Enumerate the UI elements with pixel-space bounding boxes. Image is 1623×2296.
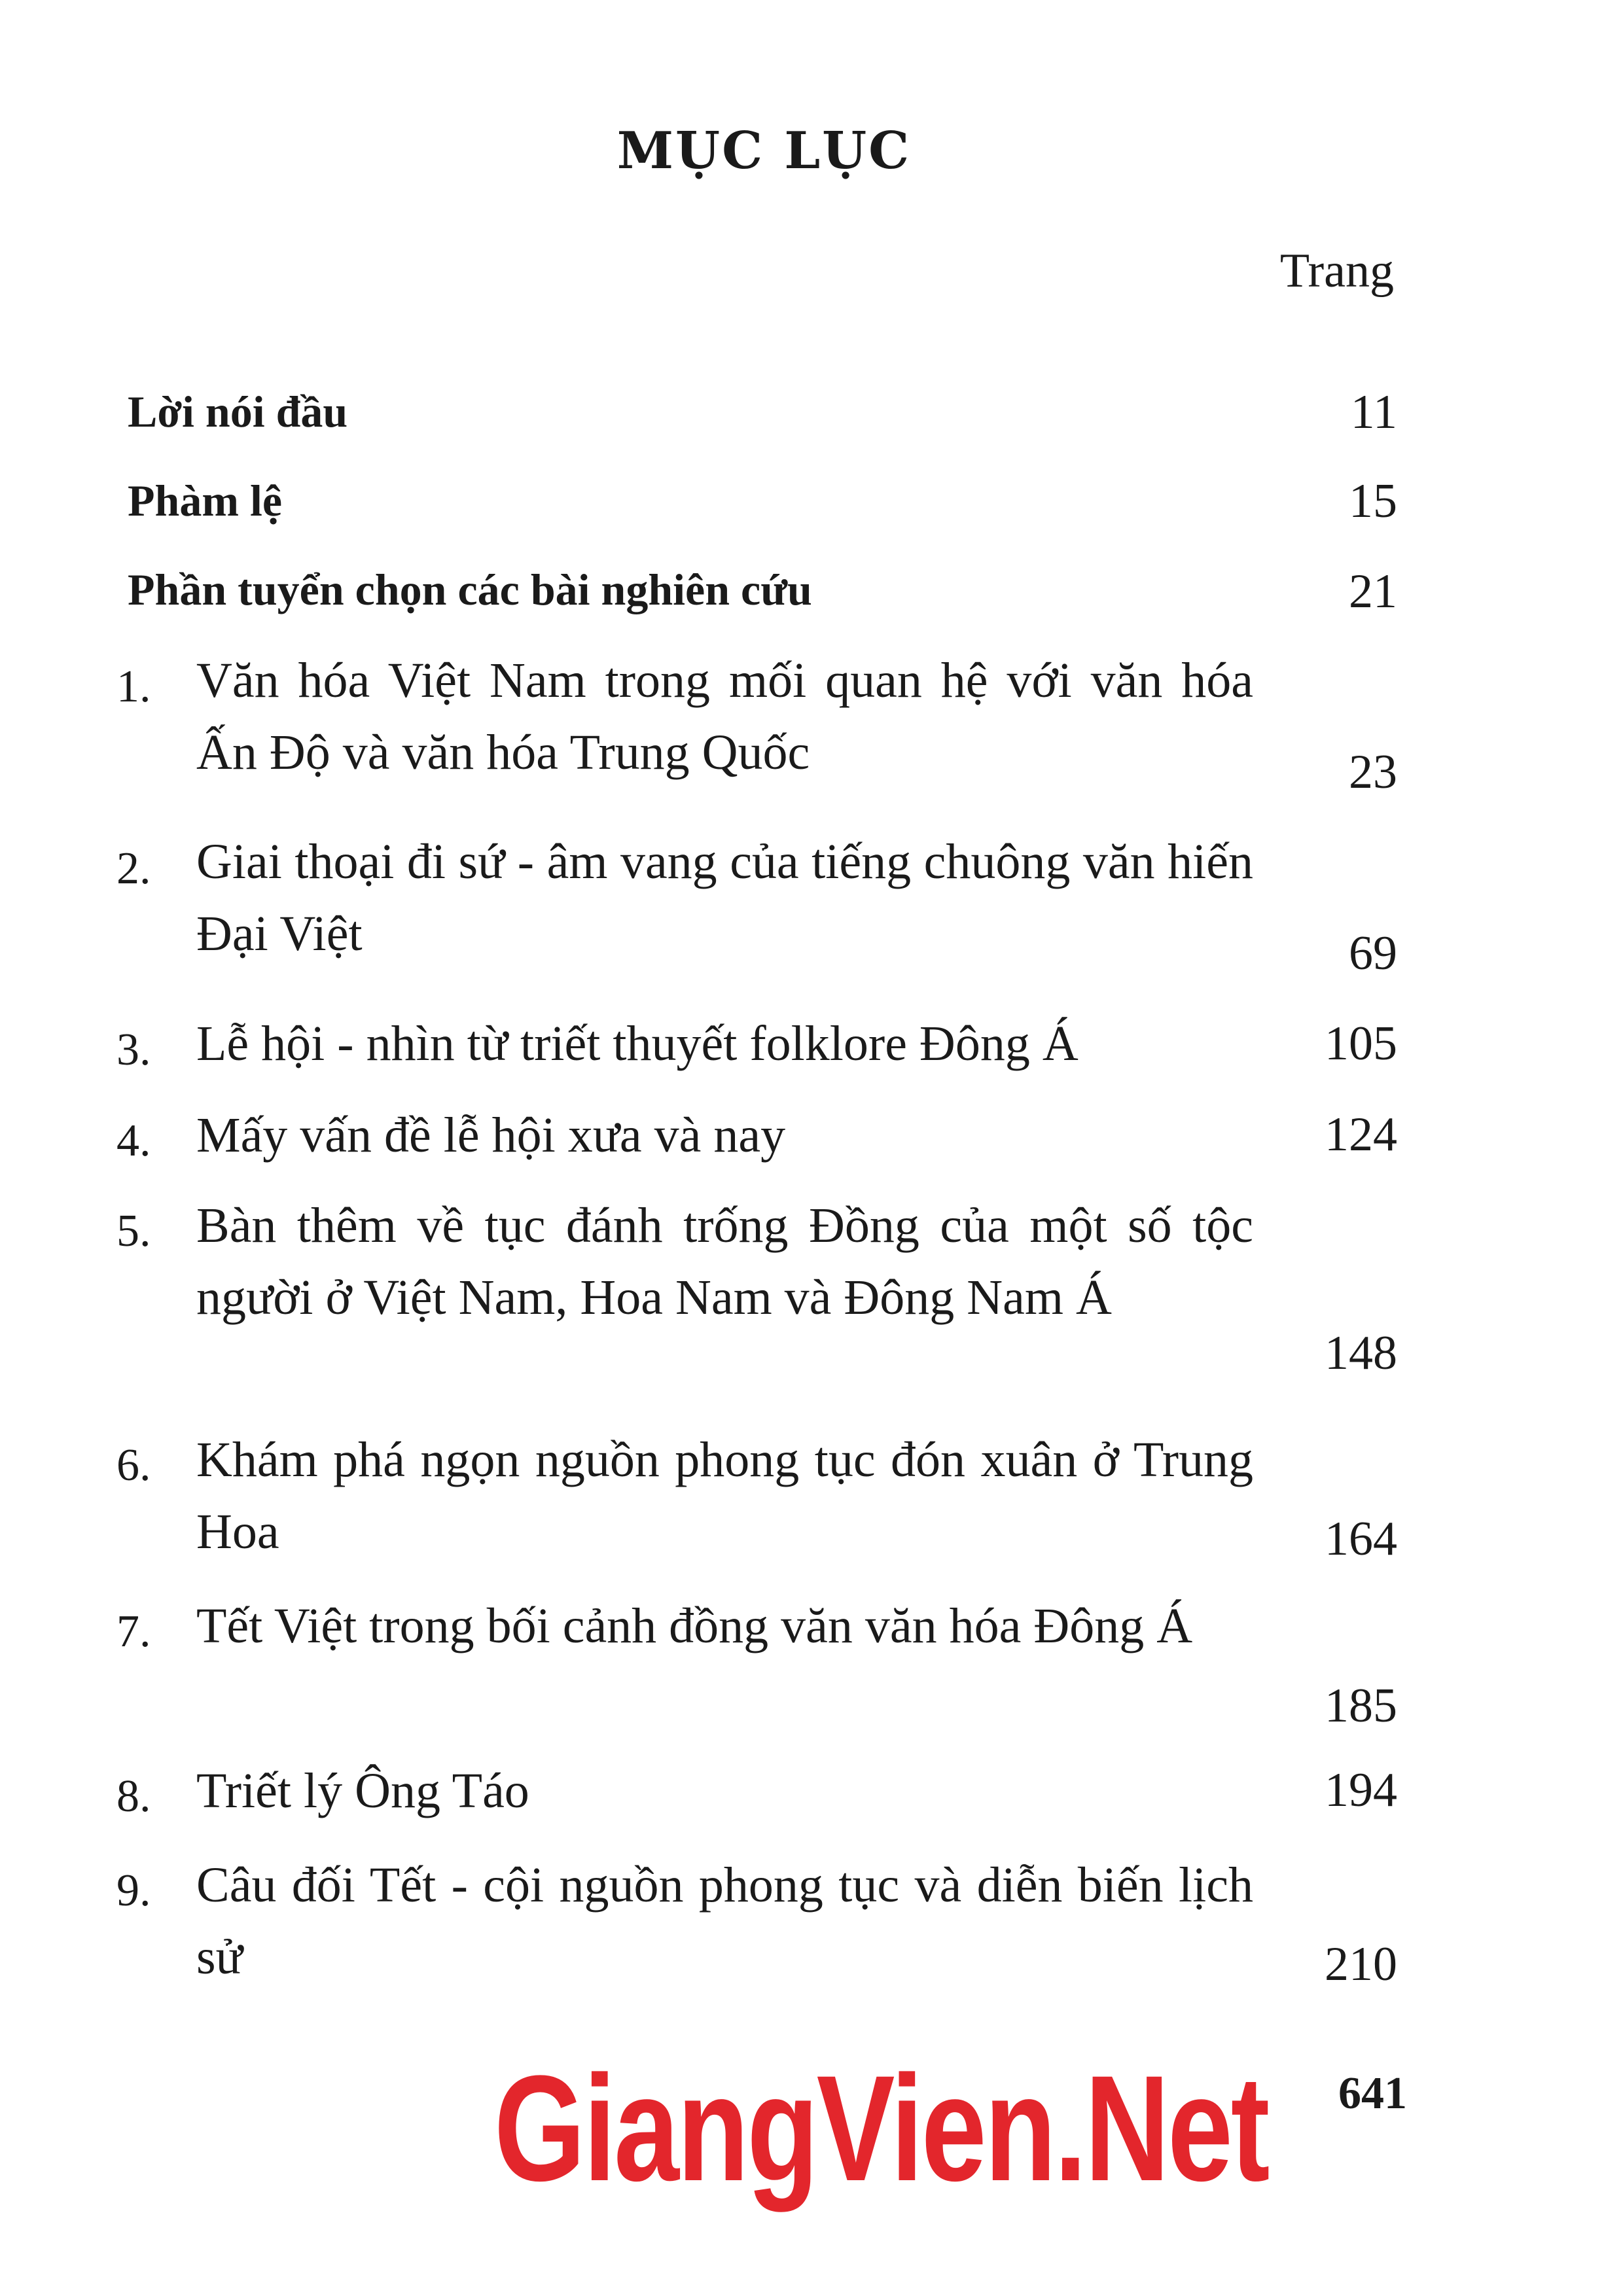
- entry-number: 3.: [116, 1025, 151, 1075]
- entry-number: 7.: [116, 1606, 151, 1657]
- entry-title: Mấy vấn đề lễ hội xưa và nay: [196, 1108, 786, 1163]
- page-column-header: Trang: [1279, 244, 1394, 298]
- front-matter-label: Phàm lệ: [128, 476, 283, 525]
- entry-page: 210: [1325, 1937, 1397, 1991]
- page-title: MỤC LỤC: [616, 121, 912, 181]
- front-matter-page: 21: [1349, 565, 1397, 618]
- front-matter-label: Lời nói đầu: [128, 387, 348, 436]
- entry-number: 2.: [116, 843, 151, 894]
- watermark-logo: GiangVien.Net: [494, 2044, 1268, 2212]
- entry-number: 9.: [116, 1865, 151, 1916]
- entry-title: Câu đối Tết - cội nguồn phong tục và diễn biến lịch sử: [196, 1858, 1253, 1985]
- folio-page-number: 641: [1338, 2068, 1407, 2119]
- front-matter-label: Phần tuyển chọn các bài nghiên cứu: [128, 565, 812, 614]
- entry-page: 23: [1349, 745, 1397, 799]
- entry-page: 105: [1325, 1017, 1397, 1070]
- entry-page: 194: [1325, 1763, 1397, 1817]
- front-matter-page: 15: [1349, 474, 1397, 528]
- entry-title: Tết Việt trong bối cảnh đồng văn văn hóa Đông Á: [196, 1598, 1193, 1653]
- entry-number: 8.: [116, 1771, 151, 1822]
- entry-page: 164: [1325, 1512, 1397, 1566]
- entry-title: Khám phá ngọn nguồn phong tục đón xuân ở Trung Hoa: [196, 1432, 1253, 1559]
- entry-page: 185: [1325, 1679, 1397, 1733]
- entry-title: Bàn thêm về tục đánh trống Đồng của một số tộc người ở Việt Nam, Hoa Nam và Đông Nam Á: [196, 1198, 1253, 1325]
- entry-title: Triết lý Ông Táo: [196, 1763, 529, 1818]
- front-matter-page: 11: [1350, 385, 1397, 439]
- entry-page: 124: [1325, 1108, 1397, 1161]
- entry-title: Lễ hội - nhìn từ triết thuyết folklore Đông Á: [196, 1016, 1079, 1071]
- entry-page: 148: [1325, 1326, 1397, 1380]
- entry-number: 1.: [116, 662, 151, 712]
- entry-number: 4.: [116, 1116, 151, 1166]
- entry-number: 6.: [116, 1440, 151, 1491]
- entry-title: Văn hóa Việt Nam trong mối quan hệ với văn hóa Ấn Độ và văn hóa Trung Quốc: [196, 653, 1253, 780]
- entry-number: 5.: [116, 1206, 151, 1256]
- entry-page: 69: [1349, 927, 1397, 980]
- entry-title: Giai thoại đi sứ - âm vang của tiếng chuông văn hiến Đại Việt: [196, 834, 1253, 961]
